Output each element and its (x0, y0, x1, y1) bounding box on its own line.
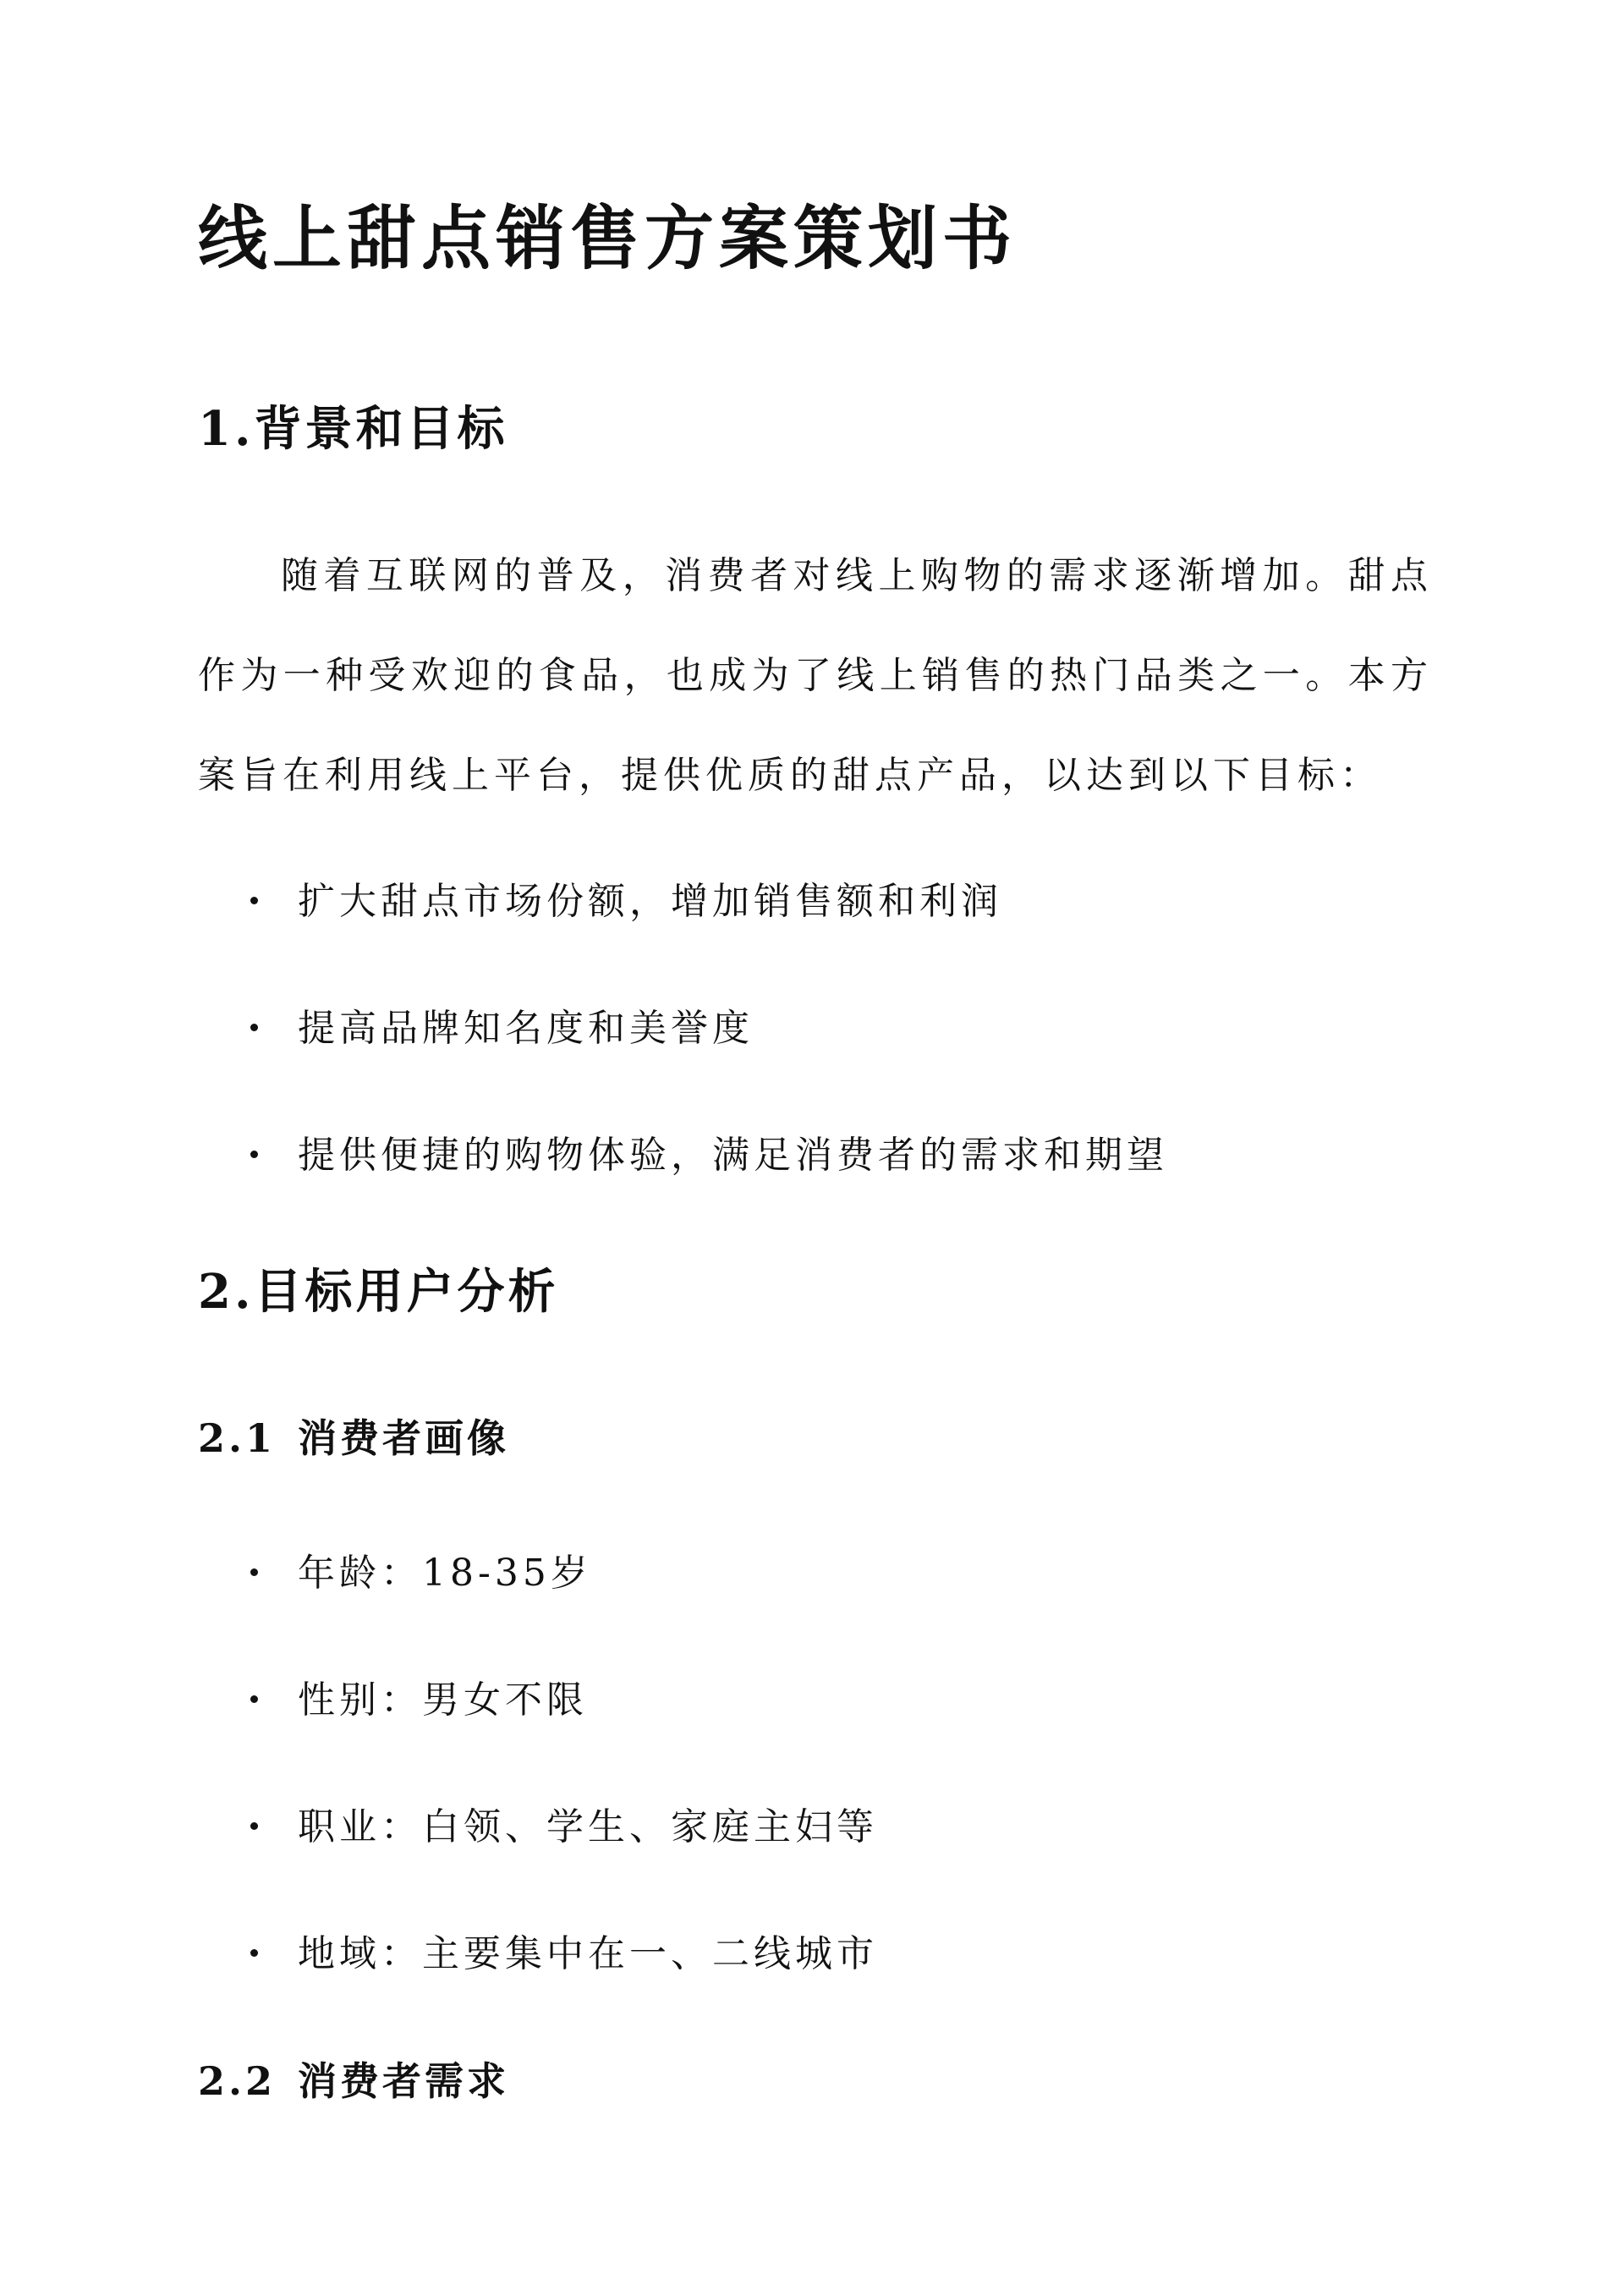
list-item-text: 提供便捷的购物体验，满足消费者的需求和期望 (298, 1134, 1168, 1177)
subsection-number: 2.2 (198, 2058, 277, 2104)
bullet-icon (250, 897, 258, 904)
section-paragraph-background: 随着互联网的普及，消费者对线上购物的需求逐渐增加。甜点作为一种受欢迎的食品，也成为了线上销售的热门品类之一。本方案旨在利用线上平台，提供优质的甜点产品，以达到以下目标： (198, 554, 1433, 797)
subsection-title: 消费者画像 (298, 1415, 510, 1461)
bullet-icon (250, 1151, 258, 1158)
list-item-text: 性别：男女不限 (298, 1678, 588, 1722)
subsection-heading-consumer-needs (198, 2056, 509, 2106)
section-heading-background-goals: 1.背景和目标 (198, 401, 508, 457)
subsection-heading-consumer-profile (198, 1413, 509, 1464)
bullet-icon (250, 1024, 258, 1031)
subsection-title: 消费者需求 (298, 2058, 510, 2104)
list-item-text: 提高品牌知名度和美誉度 (298, 1007, 754, 1050)
subsection-number: 2.1 (198, 1415, 277, 1461)
document-title: 线上甜点销售方案策划书 (198, 198, 1018, 279)
bullet-icon (250, 1949, 258, 1957)
list-item-text: 职业：白领、学生、家庭主妇等 (298, 1805, 878, 1848)
list-item-text: 年龄：18-35岁 (298, 1552, 592, 1595)
list-item-text: 扩大甜点市场份额，增加销售额和利润 (298, 880, 1002, 923)
bullet-icon (250, 1822, 258, 1830)
section-heading-target-users: 2.目标用户分析 (198, 1264, 559, 1320)
bullet-icon (250, 1695, 258, 1703)
list-item-text: 地域：主要集中在一、二线城市 (298, 1932, 878, 1975)
bullet-icon (250, 1568, 258, 1576)
